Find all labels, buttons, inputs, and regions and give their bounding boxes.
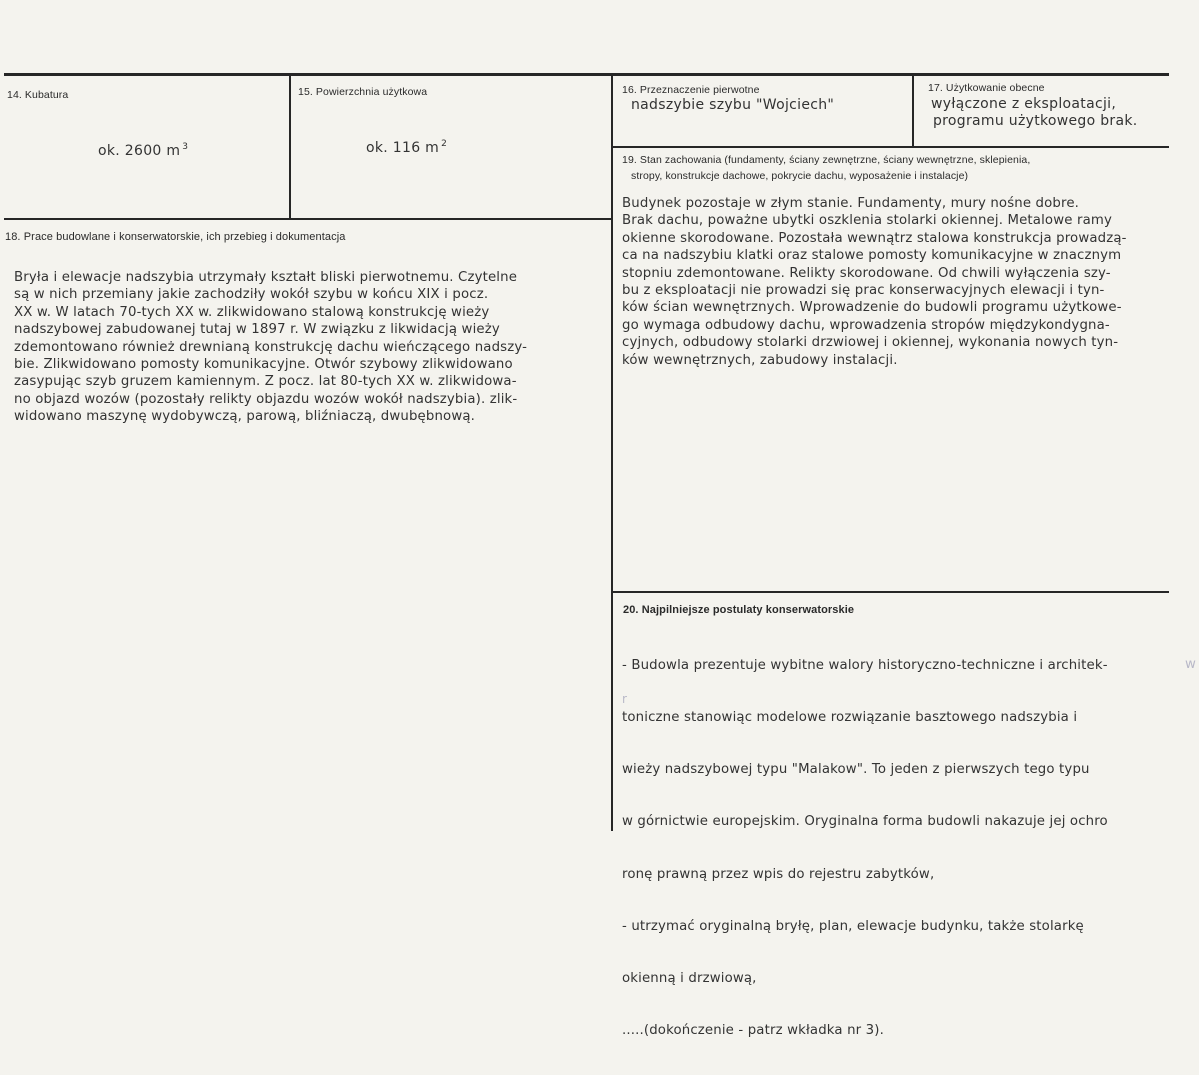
rule-above-20 (613, 591, 1169, 593)
faint-mark-r: r (622, 692, 628, 706)
field-20-line: .....(dokończenie - patrz wkładka nr 3). (622, 1023, 884, 1039)
field-19-text (622, 195, 1127, 369)
divider-16-17 (912, 76, 914, 146)
field-19-line: Budynek pozostaje w złym stanie. Fundamenty, mury nośne dobre. (622, 196, 1080, 211)
field-18-line: no objazd wozów (pozostały relikty objazdu wozów wokół nadszybia). zlik- (14, 391, 518, 407)
field-19-line: cyjnych, odbudowy stolarki drzwiowej i okiennej, wykonania nowych tyn- (622, 335, 1119, 351)
field-17-label: 17. Użytkowanie obecne (928, 82, 1045, 94)
field-14-value-text: ok. 2600 m (98, 143, 181, 159)
divider-14-15 (289, 76, 291, 219)
field-18-line: XX w. W latach 70-tych XX w. zlikwidowano stalową konstrukcję wieży (14, 304, 490, 320)
field-15-value-exponent: 2 (441, 139, 448, 149)
field-19-line: bu z eksploatacji nie prowadzi się prac konserwacyjnych elewacji i tyn- (622, 283, 1105, 299)
field-18-label: 18. Prace budowlane i konserwatorskie, ich przebieg i dokumentacja (5, 231, 346, 243)
field-20-line: wieży nadszybowej typu "Malakow". To jeden z pierwszych tego typu (622, 762, 1090, 778)
field-15-label: 15. Powierzchnia użytkowa (298, 86, 428, 98)
field-14-label: 14. Kubatura (7, 89, 69, 101)
field-14-value (98, 142, 188, 159)
field-19-line: Brak dachu, poważne ubytki oszklenia stolarki okiennej. Metalowe ramy (622, 213, 1112, 229)
faint-mark-w: w (1185, 657, 1197, 672)
field-19-line: go wymaga odbudowy dachu, wprowadzenia stropów międzykondygna- (622, 317, 1110, 333)
field-20-text (622, 622, 1108, 1075)
field-19-line: ków ścian wewnętrznych. Wprowadzenie do budowli programu użytkowe- (622, 300, 1122, 316)
field-20-line: - Budowla prezentuje wybitne walory historyczno-techniczne i architek- (622, 657, 1108, 673)
field-14-value-exponent: 3 (182, 142, 189, 152)
field-15-value (366, 139, 447, 156)
rule-under-16-17 (613, 146, 1169, 148)
field-18-line: zdemontowano również drewnianą konstrukcję dachu wieńczącego nadszy- (14, 339, 528, 355)
field-19-line: ca na nadszybiu klatki oraz stalowe pomosty komunikacyjne w znacznym (622, 248, 1122, 264)
rule-under-14-15 (4, 218, 611, 220)
field-19-label-line-2: stropy, konstrukcje dachowe, pokrycie dachu, wyposażenie i instalacje) (631, 170, 969, 182)
field-19-line: ków wewnętrznych, zabudowy instalacji. (622, 352, 898, 368)
field-18-line: bie. Zlikwidowano pomosty komunikacyjne. Otwór szybowy zlikwidowano (14, 357, 513, 373)
field-17-line-2: programu użytkowego brak. (933, 113, 1138, 129)
field-18-line: widowano maszynę wydobywczą, parową, bliźniaczą, dwubębnową. (14, 409, 476, 425)
field-20-line: - utrzymać oryginalną bryłę, plan, elewacje budynku, także stolarkę (622, 918, 1084, 934)
field-18-text (14, 269, 527, 426)
field-20-line: ronę prawną przez wpis do rejestru zabytków, (622, 866, 935, 882)
field-20-label: 20. Najpilniejsze postulaty konserwatorskie (623, 604, 855, 616)
field-15-value-text: ok. 116 m (366, 140, 440, 156)
field-20-line: toniczne stanowiąc modelowe rozwiązanie basztowego nadszybia i (622, 710, 1078, 726)
field-20-line: w górnictwie europejskim. Oryginalna forma budowli nakazuje jej ochro (622, 814, 1108, 830)
field-19-line: stopniu zdemontowane. Relikty skorodowane. Od chwili wyłączenia szy- (622, 265, 1111, 281)
field-18-line: nadszybowej zabudowanej tutaj w 1897 r. W związku z likwidacją wieży (14, 322, 500, 338)
field-16-value: nadszybie szybu "Wojciech" (631, 97, 835, 113)
field-18-line: zasypując szyb gruzem kamiennym. Z pocz. lat 80-tych XX w. zlikwidowa- (14, 374, 517, 390)
field-17-line-1: wyłączone z eksploatacji, (931, 96, 1117, 112)
top-rule (4, 73, 1169, 76)
field-20-line: okienną i drzwiową, (622, 971, 757, 987)
field-19-line: okienne skorodowane. Pozostała wewnątrz stalowa konstrukcja prowadzą- (622, 230, 1127, 246)
center-divider (611, 76, 613, 831)
field-18-line: są w nich przemiany jakie zachodziły wokół szybu w końcu XIX i pocz. (14, 287, 489, 303)
field-19-label-line-1: 19. Stan zachowania (fundamenty, ściany zewnętrzne, ściany wewnętrzne, sklepienia, (622, 154, 1031, 166)
field-16-label: 16. Przeznaczenie pierwotne (622, 84, 760, 96)
field-18-line: Bryła i elewacje nadszybia utrzymały kształt bliski pierwotnemu. Czytelne (14, 270, 518, 285)
